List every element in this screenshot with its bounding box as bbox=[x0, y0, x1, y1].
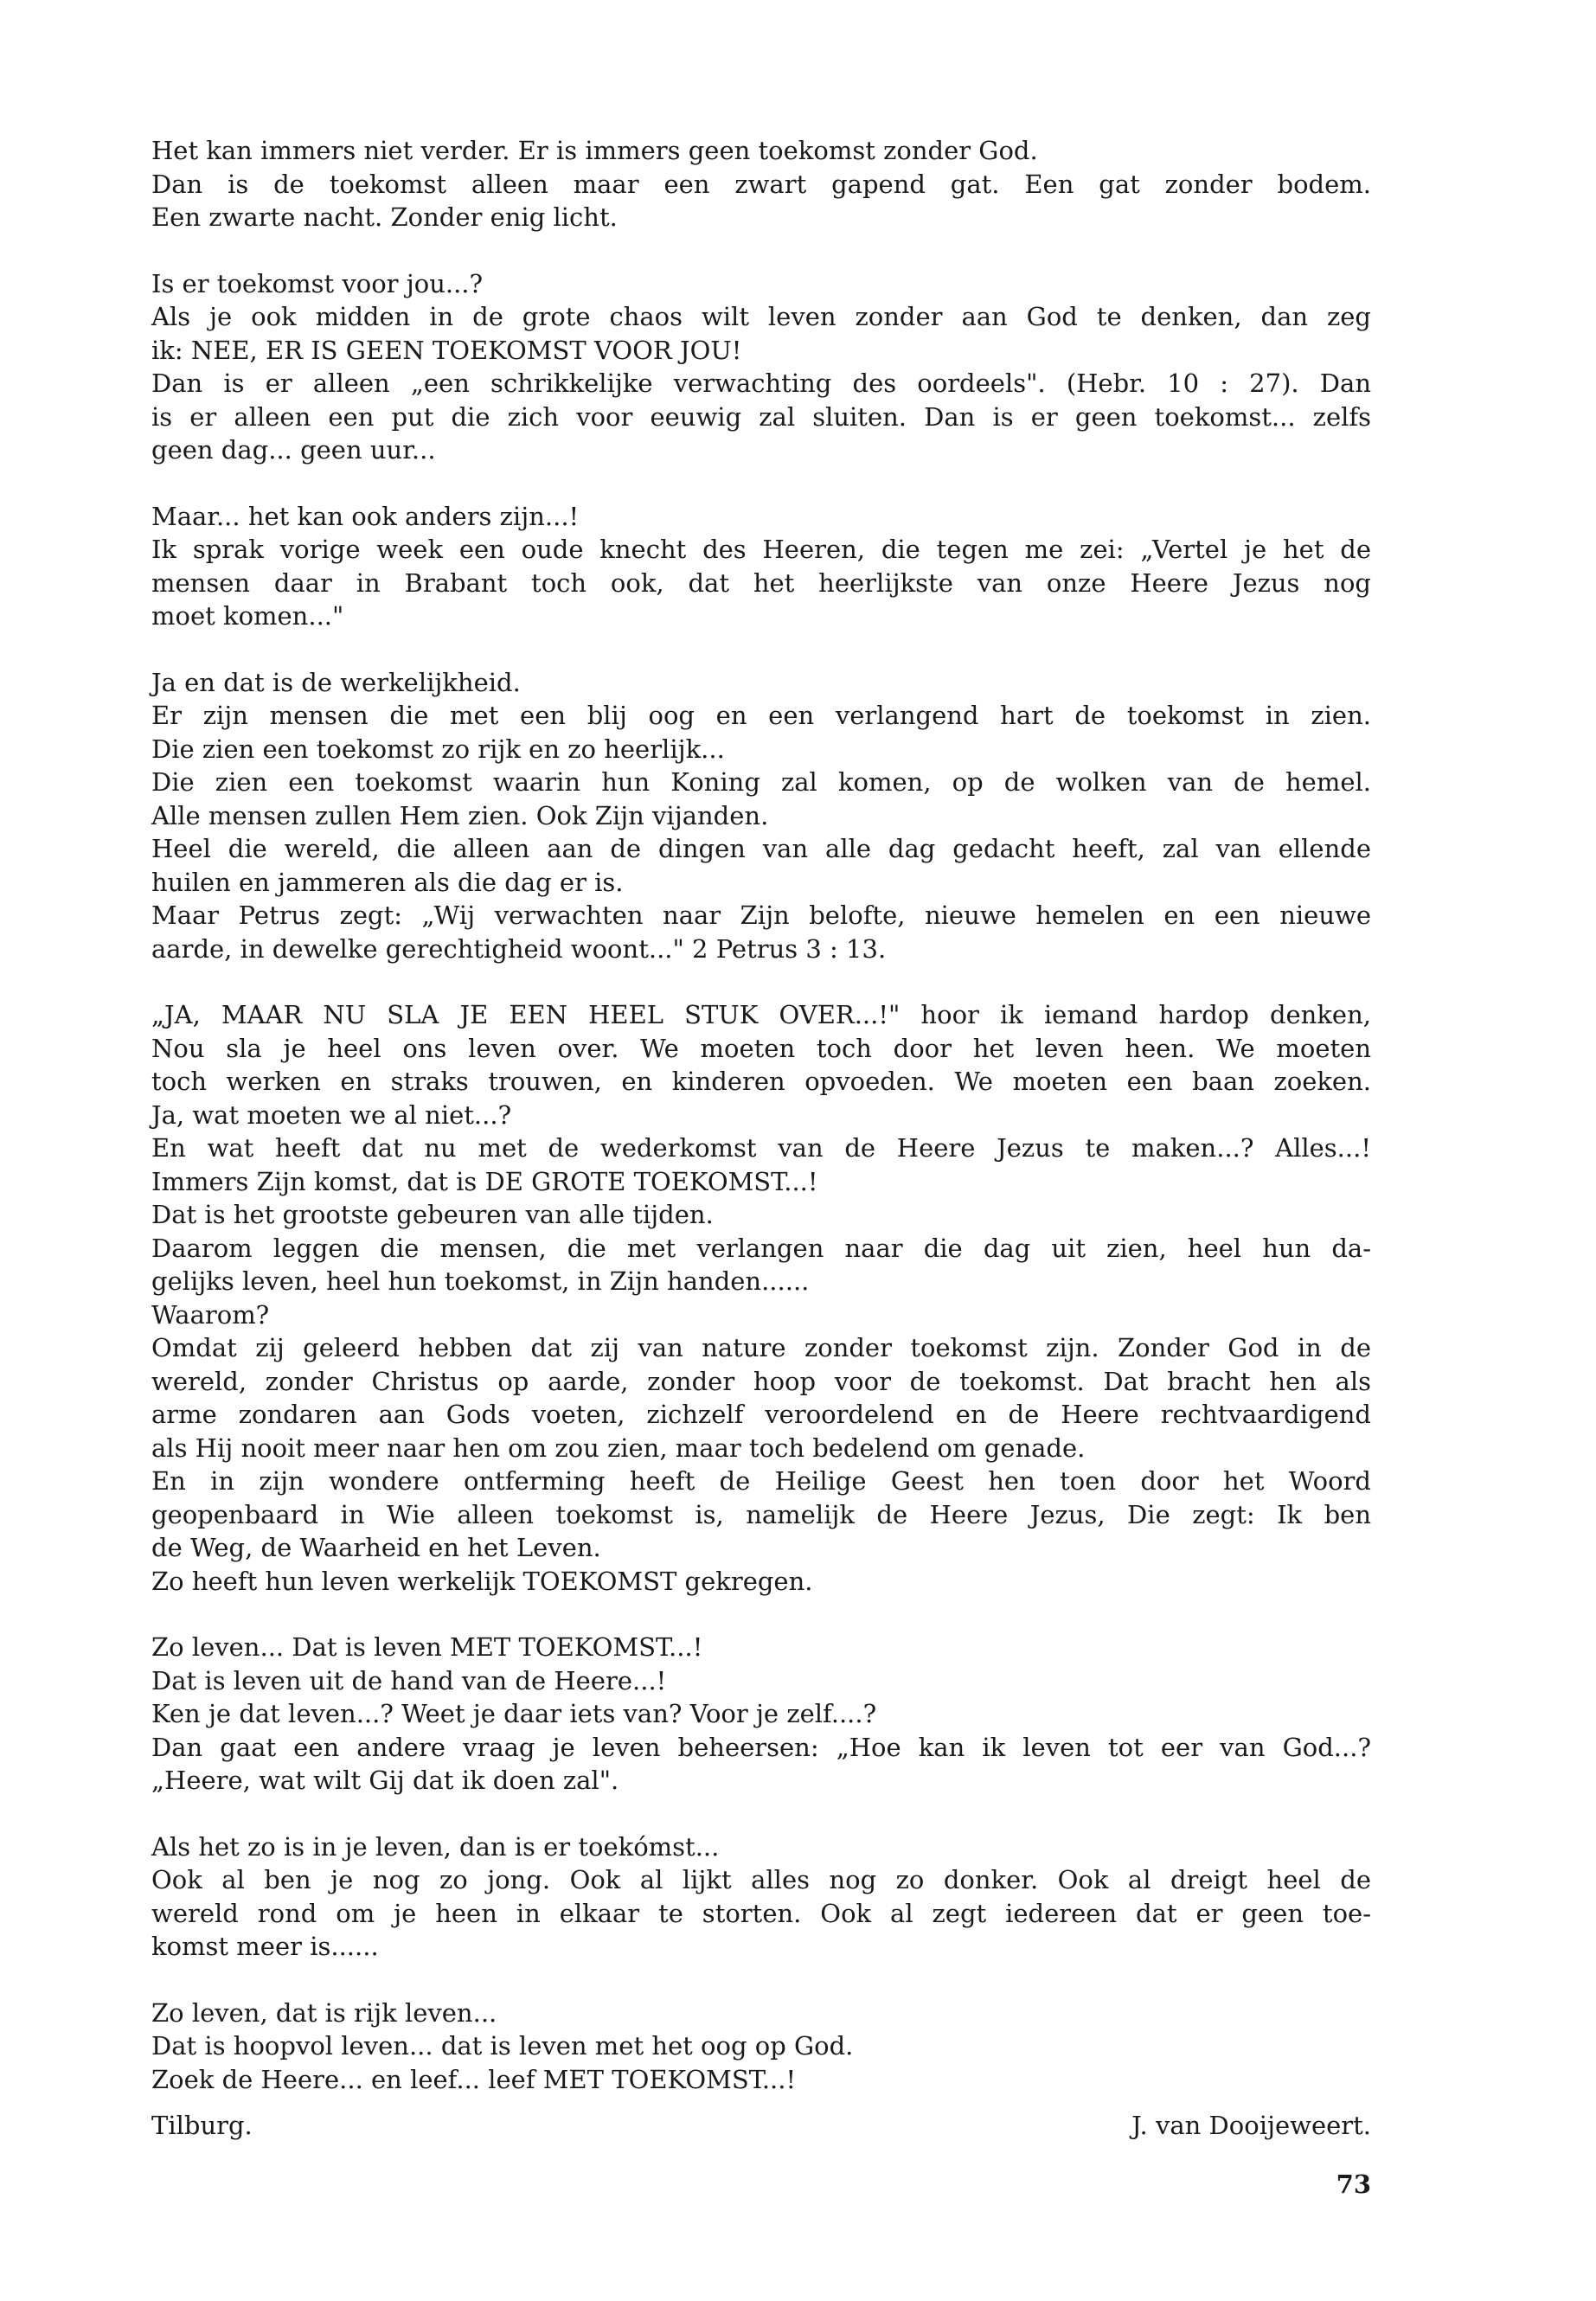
text-line: mensen daar in Brabant toch ook, dat het heerlijkste van onze Heere Jezus nog bbox=[151, 567, 1371, 598]
text-line: Waarom? bbox=[151, 1299, 270, 1330]
paragraph bbox=[151, 1830, 1371, 1964]
text-line: moet komen..." bbox=[151, 601, 344, 631]
text-line: Ja, wat moeten we al niet...? bbox=[151, 1099, 512, 1130]
text-line: de Weg, de Waarheid en het Leven. bbox=[151, 1533, 601, 1562]
paragraph bbox=[151, 666, 1371, 966]
text-line: Ik sprak vorige week een oude knecht des Heeren, die tegen me zei: „Vertel je het de bbox=[151, 535, 1371, 564]
text-line: Die zien een toekomst zo rijk en zo heerlijk... bbox=[151, 734, 725, 764]
text-line: geopenbaard in Wie alleen toekomst is, namelijk de Heere Jezus, Die zegt: Ik ben bbox=[151, 1499, 1371, 1529]
text-line: Ja en dat is de werkelijkheid. bbox=[151, 667, 521, 697]
text-line: Daarom leggen die mensen, die met verlangen naar die dag uit zien, heel hun da- bbox=[151, 1233, 1371, 1263]
text-line: Is er toekomst voor jou...? bbox=[151, 268, 484, 298]
text-line: Dan is de toekomst alleen maar een zwart gapend gat. Een gat zonder bodem. bbox=[151, 169, 1371, 199]
text-line: ik: NEE, ER IS GEEN TOEKOMST VOOR JOU! bbox=[151, 335, 742, 365]
text-line: huilen en jammeren als die dag er is. bbox=[151, 867, 624, 897]
text-line: En in zijn wondere ontferming heeft de Heilige Geest hen toen door het Woord bbox=[151, 1466, 1371, 1496]
text-line: Heel die wereld, die alleen aan de dingen van alle dag gedacht heeft, zal van ellende bbox=[151, 834, 1371, 863]
signature-place: Tilburg. bbox=[151, 2111, 253, 2140]
text-line: Een zwarte nacht. Zonder enig licht. bbox=[151, 202, 618, 232]
text-line: Dat is leven uit de hand van de Heere...! bbox=[151, 1665, 667, 1695]
text-line: Die zien een toekomst waarin hun Koning zal komen, op de wolken van de hemel. bbox=[151, 767, 1371, 797]
text-line: Het kan immers niet verder. Er is immers geen toekomst zonder God. bbox=[151, 136, 1038, 165]
text-line: Alle mensen zullen Hem zien. Ook Zijn vijanden. bbox=[151, 800, 769, 830]
text-line: Dat is het grootste gebeuren van alle tijden. bbox=[151, 1200, 714, 1229]
text-line: „JA, MAAR NU SLA JE EEN HEEL STUK OVER...!" hoor ik iemand hardop denken, bbox=[151, 1000, 1371, 1029]
text-line: aarde, in dewelke gerechtigheid woont..." 2 Petrus 3 : 13. bbox=[151, 933, 887, 964]
text-line: wereld, zonder Christus op aarde, zonder hoop voor de toekomst. Dat bracht hen als bbox=[151, 1366, 1371, 1396]
text-line: Maar Petrus zegt: „Wij verwachten naar Zijn belofte, nieuwe hemelen en een nieuwe bbox=[151, 901, 1371, 930]
text-line: Als je ook midden in de grote chaos wilt leven zonder aan God te denken, dan zeg bbox=[151, 302, 1371, 331]
text-line: En wat heeft dat nu met de wederkomst van de Heere Jezus te maken...? Alles...! bbox=[151, 1133, 1371, 1163]
text-line: Dan is er alleen „een schrikkelijke verwachting des oordeels". (Hebr. 10 : 27). Dan bbox=[151, 369, 1371, 398]
text-line: geen dag... geen uur... bbox=[151, 435, 436, 465]
text-line: Als het zo is in je leven, dan is er toekómst... bbox=[151, 1831, 720, 1862]
text-line: is er alleen een put die zich voor eeuwig zal sluiten. Dan is er geen toekomst... zelfs bbox=[151, 401, 1371, 432]
text-line: Maar... het kan ook anders zijn...! bbox=[151, 501, 580, 531]
text-line: Zoek de Heere... en leef... leef MET TOEKOMST...! bbox=[151, 2064, 797, 2094]
text-line: „Heere, wat wilt Gij dat ik doen zal". bbox=[151, 1766, 619, 1795]
text-line: gelijks leven, heel hun toekomst, in Zijn handen...... bbox=[151, 1266, 810, 1296]
text-line: wereld rond om je heen in elkaar te storten. Ook al zegt iedereen dat er geen toe- bbox=[151, 1898, 1371, 1928]
paragraph bbox=[151, 1997, 1371, 2097]
paragraph bbox=[151, 998, 1371, 1598]
text-line: Nou sla je heel ons leven over. We moeten toch door het leven heen. We moeten bbox=[151, 1033, 1371, 1063]
text-line: Dan gaat een andere vraag je leven beheersen: „Hoe kan ik leven tot eer van God...? bbox=[151, 1732, 1371, 1762]
paragraph bbox=[151, 500, 1371, 633]
text-line: Zo leven, dat is rijk leven... bbox=[151, 1997, 497, 2028]
text-line: komst meer is...... bbox=[151, 1932, 379, 1961]
text-line: Zo leven... Dat is leven MET TOEKOMST...! bbox=[151, 1632, 703, 1662]
paragraph bbox=[151, 134, 1371, 234]
text-line: Ook al ben je nog zo jong. Ook al lijkt alles nog zo donker. Ook al dreigt heel de bbox=[151, 1865, 1371, 1894]
text-line: arme zondaren aan Gods voeten, zichzelf veroordelend en de Heere rechtvaardigend bbox=[151, 1400, 1371, 1429]
page-number: 73 bbox=[1336, 2170, 1371, 2199]
paragraph bbox=[151, 267, 1371, 467]
signature-author: J. van Dooijeweert. bbox=[1131, 2111, 1371, 2140]
text-line: Immers Zijn komst, dat is DE GROTE TOEKOMST...! bbox=[151, 1166, 818, 1196]
signature-row bbox=[151, 2109, 1371, 2144]
text-line: Er zijn mensen die met een blij oog en een verlangend hart de toekomst in zien. bbox=[151, 701, 1371, 730]
text-line: Zo heeft hun leven werkelijk TOEKOMST gekregen. bbox=[151, 1566, 813, 1596]
text-line: als Hij nooit meer naar hen om zou zien, maar toch bedelend om genade. bbox=[151, 1433, 1086, 1463]
text-line: toch werken en straks trouwen, en kinderen opvoeden. We moeten een baan zoeken. bbox=[151, 1067, 1371, 1096]
text-line: Ken je dat leven...? Weet je daar iets van? Voor je zelf....? bbox=[151, 1699, 877, 1728]
text-line: Dat is hoopvol leven... dat is leven met het oog op God. bbox=[151, 2031, 854, 2061]
article-body bbox=[151, 134, 1371, 2129]
paragraph bbox=[151, 1631, 1371, 1798]
text-line: Omdat zij geleerd hebben dat zij van nature zonder toekomst zijn. Zonder God in de bbox=[151, 1333, 1371, 1362]
